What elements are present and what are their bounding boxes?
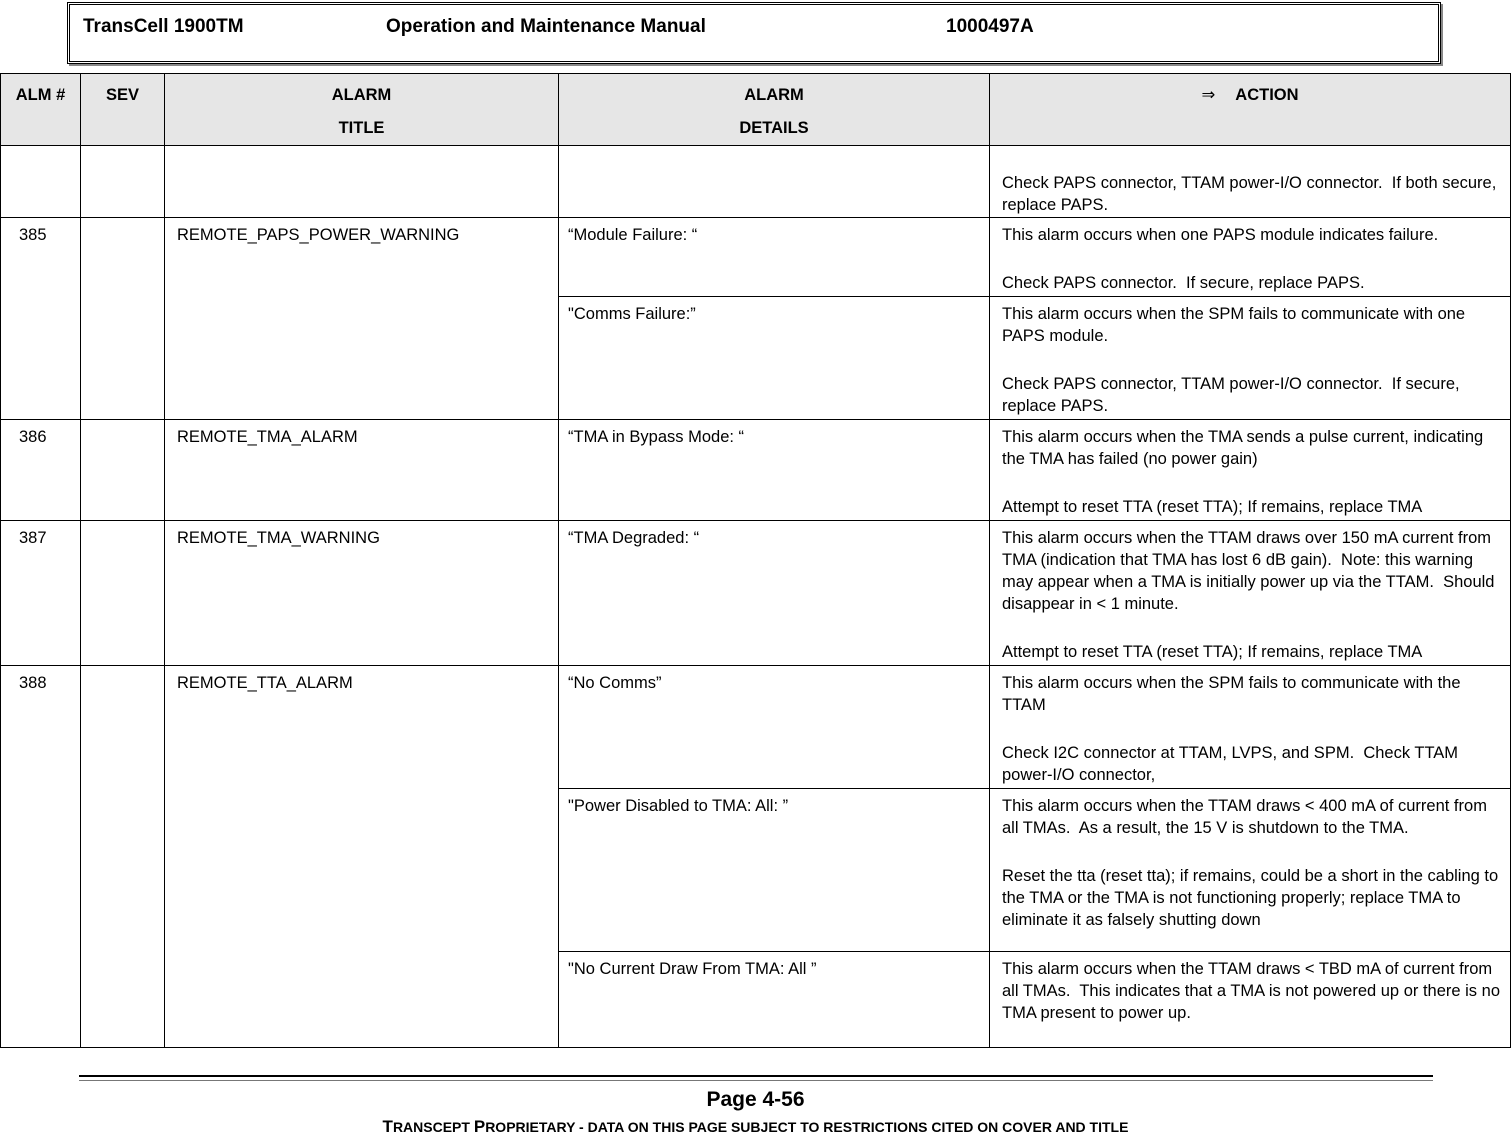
alarm-title: REMOTE_TTA_ALARM bbox=[165, 666, 559, 1048]
column-header-alm: ALM # bbox=[1, 74, 81, 146]
alarm-details: “TMA in Bypass Mode: “ bbox=[559, 420, 990, 521]
alarm-details: “No Comms” bbox=[559, 666, 990, 789]
table-row bbox=[1, 521, 1511, 666]
severity-cell bbox=[81, 666, 165, 1048]
action-cell: This alarm occurs when the TTAM draws < TBD mA of current from all TMAs. This indicates that a TMA is not powered up or there is no TMA present to power up. bbox=[990, 952, 1511, 1048]
alarm-details: "Comms Failure:” bbox=[559, 297, 990, 420]
table-row bbox=[1, 666, 1511, 789]
severity-cell bbox=[81, 420, 165, 521]
document-header bbox=[67, 2, 1441, 64]
proprietary-notice: TRANSCEPT PROPRIETARY - DATA ON THIS PAGE SUBJECT TO RESTRICTIONS CITED ON COVER AND TITLE bbox=[382, 1117, 1129, 1136]
action-cell: This alarm occurs when the SPM fails to communicate with one PAPS module. Check PAPS connector, TTAM power-I/O connector. If secure, replace PAPS. bbox=[990, 297, 1511, 420]
table-row-continuation bbox=[1, 146, 1511, 218]
action-cell: This alarm occurs when the TTAM draws < 400 mA of current from all TMAs. As a result, the 15 V is shutdown to the TMA. Reset the tta (reset tta); if remains, could be a short in the cabling to the TMA or the TMA is not functioning properly; replace TMA to eliminate it as falsely shutting down bbox=[990, 789, 1511, 952]
column-header-sev: SEV bbox=[81, 74, 165, 146]
right-arrow-icon: ⇒ bbox=[1201, 86, 1216, 104]
alarm-details: "Power Disabled to TMA: All: ” bbox=[559, 789, 990, 952]
alarm-details: "No Current Draw From TMA: All ” bbox=[559, 952, 990, 1048]
manual-title: Operation and Maintenance Manual bbox=[386, 16, 706, 37]
alarm-title: REMOTE_TMA_ALARM bbox=[165, 420, 559, 521]
column-header-action: ⇒ ACTION bbox=[990, 74, 1511, 146]
alarm-table bbox=[0, 73, 1511, 1048]
alarm-number: 387 bbox=[1, 521, 81, 666]
alarm-title: REMOTE_PAPS_POWER_WARNING bbox=[165, 218, 559, 420]
column-header-alarm-title: ALARM TITLE bbox=[165, 74, 559, 146]
alarm-number: 386 bbox=[1, 420, 81, 521]
table-row bbox=[1, 420, 1511, 521]
action-cell: Check PAPS connector, TTAM power-I/O connector. If both secure, replace PAPS. bbox=[990, 146, 1511, 218]
alarm-details: “Module Failure: “ bbox=[559, 218, 990, 297]
action-cell: This alarm occurs when the TMA sends a pulse current, indicating the TMA has failed (no power gain) Attempt to reset TTA (reset TTA); If remains, replace TMA bbox=[990, 420, 1511, 521]
page-number: Page 4-56 bbox=[706, 1088, 805, 1111]
table-row bbox=[1, 218, 1511, 297]
document-number: 1000497A bbox=[946, 16, 1034, 37]
alarm-details: “TMA Degraded: “ bbox=[559, 521, 990, 666]
column-header-alarm-details: ALARM DETAILS bbox=[559, 74, 990, 146]
table-header-row bbox=[1, 74, 1511, 146]
action-cell: This alarm occurs when one PAPS module indicates failure. Check PAPS connector. If secure, replace PAPS. bbox=[990, 218, 1511, 297]
alarm-number: 388 bbox=[1, 666, 81, 1048]
severity-cell bbox=[81, 521, 165, 666]
footer-divider bbox=[79, 1075, 1433, 1081]
severity-cell bbox=[81, 218, 165, 420]
product-name: TransCell 1900TM bbox=[83, 16, 244, 37]
action-cell: This alarm occurs when the TTAM draws over 150 mA current from TMA (indication that TMA has lost 6 dB gain). Note: this warning may appear when a TMA is initially power up via the TTAM. Should disappear in < 1 minute. Attempt to reset TTA (reset TTA); If remains, replace TMA bbox=[990, 521, 1511, 666]
alarm-title: REMOTE_TMA_WARNING bbox=[165, 521, 559, 666]
alarm-number: 385 bbox=[1, 218, 81, 420]
action-cell: This alarm occurs when the SPM fails to communicate with the TTAM Check I2C connector at TTAM, LVPS, and SPM. Check TTAM power-I/O connector, bbox=[990, 666, 1511, 789]
